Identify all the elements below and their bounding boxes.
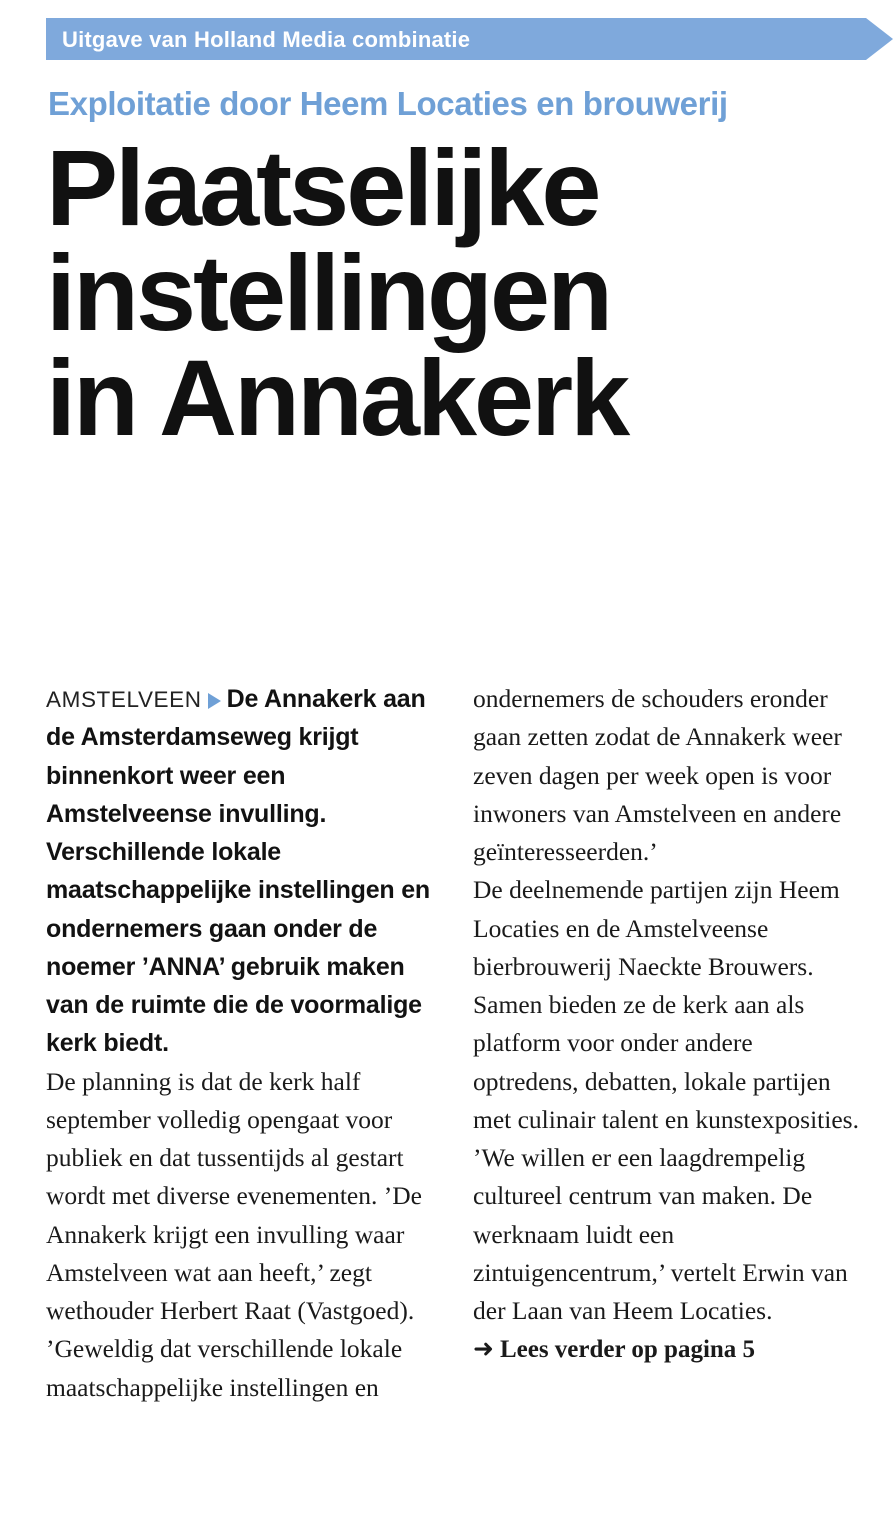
headline-line-3: in Annakerk (46, 336, 628, 458)
newspaper-page (0, 18, 893, 1520)
lead-text: De Annakerk aan de Amsterdamseweg krijgt binnenkort weer een Amstelveense invulling. Verschillende lokale maatschappelijke instellingen en ondernemers gaan onder de noemer ’ANNA’ gebruik maken van de ruimte die de voormalige kerk biedt. (46, 685, 431, 1058)
body-paragraph-right-3: ’We willen er een laagdrempelig cultureel centrum van maken. De werknaam luidt een zintuigencentrum,’ vertelt Erwin van der Laan van Heem Locaties. (473, 1143, 848, 1325)
lead-paragraph (46, 680, 437, 1063)
masthead-text: Uitgave van Holland Media combinatie (62, 27, 471, 52)
column-right (473, 680, 864, 1407)
body-paragraph-left: De planning is dat de kerk half september volledig opengaat voor publiek en dat tussentijds al gestart wordt met diverse evenementen. ’De Annakerk krijgt een invulling waar Amstelveen wat aan heeft,’ zegt wethouder Herbert Raat (Vastgoed). ’Geweldig dat verschillende lokale maatschappelijke instellingen en (46, 1066, 422, 1402)
article-headline (46, 127, 876, 458)
article-columns (46, 680, 864, 1407)
jump-arrow-icon: ➜ (473, 1334, 494, 1364)
headline-line-2: instellingen (46, 232, 611, 354)
body-paragraph-right-1: ondernemers de schouders eronder gaan zetten zodat de Annakerk weer zeven dagen per week open is voor inwoners van Amstelveen en andere geïnteresseerden.’ (473, 684, 842, 866)
dateline: AMSTELVEEN (46, 687, 202, 712)
triangle-arrow-icon (208, 693, 221, 709)
jump-label: Lees verder op pagina 5 (499, 1336, 756, 1364)
body-paragraph-right-2: De deelnemende partijen zijn Heem Locaties en de Amstelveense bierbrouwerij Naeckte Brouwers. Samen bieden ze de kerk aan als platform voor onder andere optredens, debatten, lokale partijen met culinair talent en kunstexposities. (473, 875, 859, 1134)
masthead-arrow-icon (866, 18, 893, 60)
masthead-banner (0, 18, 893, 60)
column-left (46, 680, 437, 1407)
article-kicker: Exploitatie door Heem Locaties en brouwerij (48, 85, 728, 122)
continuation-line[interactable] (473, 1330, 864, 1369)
headline-line-1: Plaatselijke (46, 127, 599, 249)
